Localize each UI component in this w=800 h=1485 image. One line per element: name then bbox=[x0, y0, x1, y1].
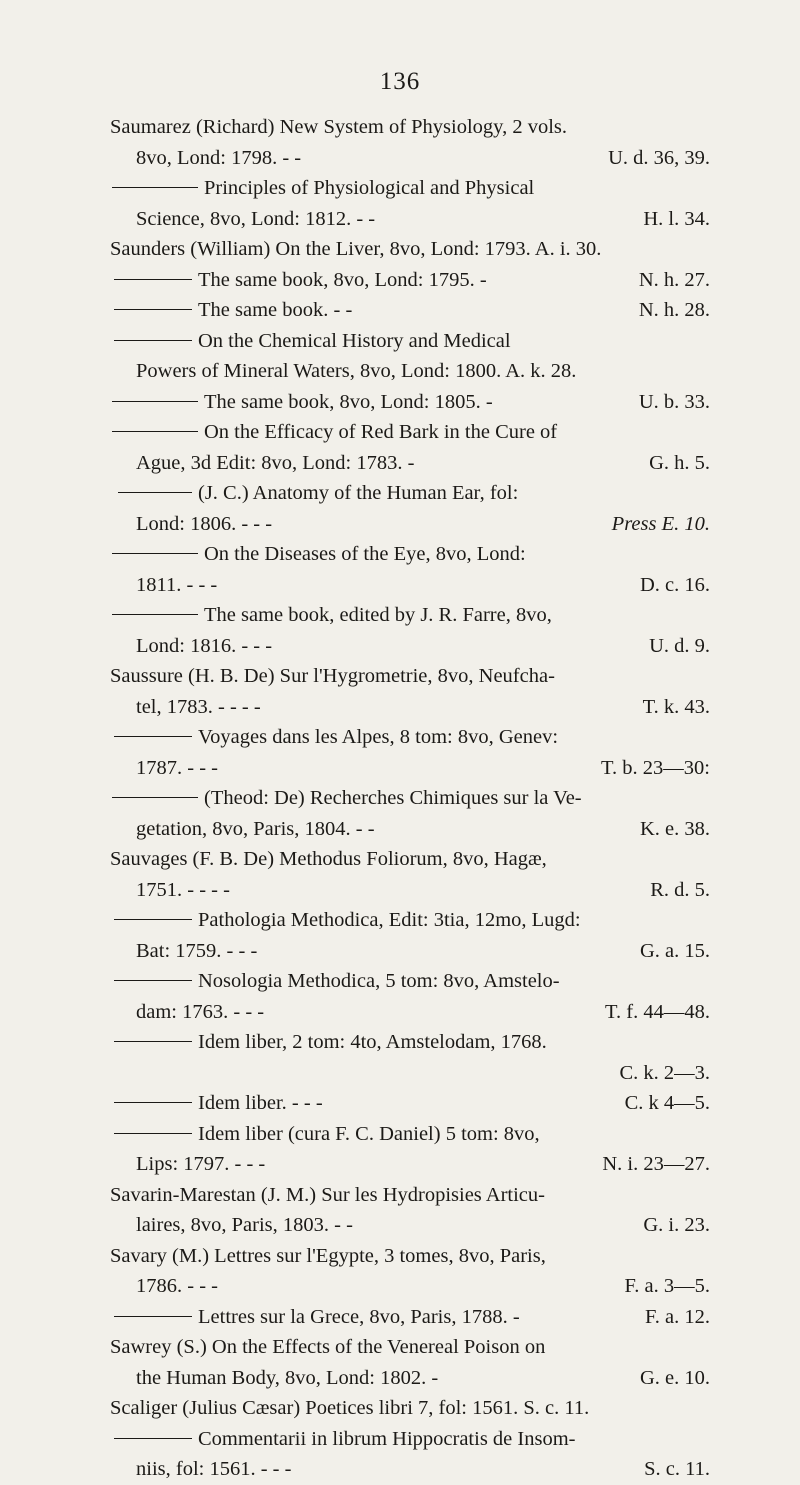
entry-text: (J. C.) Anatomy of the Human Ear, fol: bbox=[198, 482, 519, 504]
entry-line bbox=[110, 1027, 710, 1058]
entry-line bbox=[110, 1088, 710, 1119]
entry-text: 1811. - - - bbox=[136, 573, 218, 596]
entry-text: laires, 8vo, Paris, 1803. - - bbox=[136, 1214, 353, 1236]
catalogue-entry bbox=[110, 417, 710, 478]
entry-line bbox=[110, 173, 710, 204]
shelf-mark: F. a. 12. bbox=[645, 1305, 710, 1328]
entry-line bbox=[110, 509, 710, 540]
ditto-rule bbox=[112, 431, 198, 432]
catalogue-entry bbox=[110, 905, 710, 966]
entry-text: Saumarez (Richard) New System of Physiology, 2 vols. bbox=[110, 116, 568, 138]
entry-line bbox=[110, 1271, 710, 1302]
entry-line bbox=[110, 539, 710, 570]
catalogue-entry bbox=[110, 661, 710, 722]
entry-line bbox=[110, 722, 710, 753]
entry-line bbox=[110, 1454, 710, 1485]
ditto-rule bbox=[114, 980, 192, 981]
ditto-rule bbox=[114, 1438, 192, 1439]
entry-line bbox=[110, 1241, 710, 1272]
ditto-rule bbox=[114, 309, 192, 310]
entry-text: 1751. - - - - bbox=[136, 878, 230, 901]
catalogue-entry bbox=[110, 783, 710, 844]
ditto-rule bbox=[114, 1316, 192, 1317]
entry-line bbox=[110, 783, 710, 814]
shelf-mark: S. c. 11. bbox=[644, 1458, 710, 1480]
entry-line bbox=[110, 356, 710, 387]
entry-line bbox=[110, 692, 710, 723]
entry-text: Idem liber (cura F. C. Daniel) 5 tom: 8vo, bbox=[198, 1122, 540, 1145]
entry-text: On the Chemical History and Medical bbox=[198, 329, 511, 352]
entry-text: niis, fol: 1561. - - - bbox=[136, 1458, 292, 1480]
catalogue-entry bbox=[110, 1424, 710, 1485]
entry-line bbox=[110, 814, 710, 845]
entry-text: The same book, 8vo, Lond: 1805. - bbox=[204, 390, 493, 413]
ditto-rule bbox=[114, 279, 192, 280]
shelf-mark: R. d. 5. bbox=[650, 878, 710, 901]
catalogue-entry bbox=[110, 1027, 710, 1088]
shelf-mark: G. i. 23. bbox=[643, 1214, 710, 1236]
entry-line bbox=[110, 905, 710, 936]
entry-text: Saussure (H. B. De) Sur l'Hygrometrie, 8vo, Neufcha- bbox=[110, 665, 555, 687]
catalogue-entry bbox=[110, 844, 710, 905]
entry-text: The same book. - - bbox=[198, 299, 353, 321]
catalogue-entry bbox=[110, 966, 710, 1027]
entry-text: Savarin-Marestan (J. M.) Sur les Hydropisies Articu- bbox=[110, 1183, 545, 1206]
entry-text: On the Diseases of the Eye, 8vo, Lond: bbox=[204, 543, 526, 565]
entry-line bbox=[110, 1149, 710, 1180]
catalogue-entry bbox=[110, 112, 710, 173]
entry-line bbox=[110, 844, 710, 875]
ditto-rule bbox=[114, 919, 192, 920]
shelf-mark: F. a. 3—5. bbox=[624, 1275, 710, 1297]
entry-text: Idem liber, 2 tom: 4to, Amstelodam, 1768. bbox=[198, 1031, 547, 1053]
catalogue-entry bbox=[110, 326, 710, 387]
entry-text: On the Efficacy of Red Bark in the Cure of bbox=[204, 421, 558, 443]
catalogue-entry bbox=[110, 387, 710, 418]
shelf-mark: U. b. 33. bbox=[638, 390, 710, 413]
catalogue-entry bbox=[110, 1302, 710, 1333]
entry-text: Nosologia Methodica, 5 tom: 8vo, Amstelo- bbox=[198, 970, 560, 992]
catalogue-entry bbox=[110, 1332, 710, 1393]
entry-line bbox=[110, 1210, 710, 1241]
entry-text: getation, 8vo, Paris, 1804. - - bbox=[136, 817, 375, 840]
shelf-mark: G. h. 5. bbox=[649, 451, 710, 474]
catalogue-entry bbox=[110, 1088, 710, 1119]
shelf-mark: C. k. 2—3. bbox=[619, 1061, 710, 1084]
entry-line bbox=[110, 1180, 710, 1211]
shelf-mark: U. d. 9. bbox=[649, 634, 710, 657]
ditto-rule bbox=[114, 1133, 192, 1134]
page-number: 136 bbox=[379, 68, 421, 95]
entry-line bbox=[110, 1424, 710, 1455]
entry-text: Ague, 3d Edit: 8vo, Lond: 1783. - bbox=[136, 451, 415, 474]
entry-line bbox=[110, 1363, 710, 1394]
entry-text: Lond: 1806. - - - bbox=[136, 512, 273, 535]
ditto-rule bbox=[118, 492, 192, 493]
catalogue-entry bbox=[110, 600, 710, 661]
ditto-rule bbox=[112, 187, 198, 188]
shelf-mark: G. a. 15. bbox=[639, 939, 710, 962]
entry-line bbox=[110, 1332, 710, 1363]
ditto-rule bbox=[114, 736, 192, 737]
entry-line bbox=[110, 1058, 710, 1089]
ditto-rule bbox=[114, 340, 192, 341]
ditto-rule bbox=[114, 1041, 192, 1042]
entry-line bbox=[110, 387, 710, 418]
shelf-mark: G. e. 10. bbox=[639, 1366, 710, 1389]
shelf-mark: U. d. 36, 39. bbox=[608, 146, 710, 169]
entry-line bbox=[110, 143, 710, 174]
shelf-mark: N. i. 23—27. bbox=[602, 1153, 710, 1175]
entry-line bbox=[110, 753, 710, 784]
entry-line bbox=[110, 936, 710, 967]
entry-line bbox=[110, 448, 710, 479]
ditto-rule bbox=[114, 1102, 192, 1103]
catalogue-entries bbox=[110, 112, 710, 1485]
catalogue-entry bbox=[110, 539, 710, 600]
entry-line bbox=[110, 112, 710, 143]
entry-text: the Human Body, 8vo, Lond: 1802. - bbox=[136, 1366, 439, 1389]
shelf-mark: H. l. 34. bbox=[643, 207, 710, 230]
catalogue-entry bbox=[110, 265, 710, 296]
entry-text: Bat: 1759. - - - bbox=[136, 939, 258, 962]
catalogue-entry bbox=[110, 234, 710, 265]
entry-text: Scaliger (Julius Cæsar) Poetices libri 7, fol: 1561. S. c. 11. bbox=[110, 1397, 590, 1419]
entry-line bbox=[110, 661, 710, 692]
shelf-mark: T. b. 23—30: bbox=[601, 756, 710, 779]
entry-text: Sauvages (F. B. De) Methodus Foliorum, 8vo, Hagæ, bbox=[110, 848, 547, 870]
entry-line bbox=[110, 570, 710, 601]
entry-text: Sawrey (S.) On the Effects of the Venereal Poison on bbox=[110, 1336, 546, 1358]
entry-line bbox=[110, 600, 710, 631]
entry-text: Powers of Mineral Waters, 8vo, Lond: 1800. A. k. 28. bbox=[136, 360, 577, 382]
entry-text: 1787. - - - bbox=[136, 756, 218, 779]
entry-text: Voyages dans les Alpes, 8 tom: 8vo, Genev: bbox=[198, 726, 559, 748]
entry-text: Pathologia Methodica, Edit: 3tia, 12mo, Lugd: bbox=[198, 909, 581, 931]
shelf-mark: D. c. 16. bbox=[639, 573, 710, 596]
entry-text: Lond: 1816. - - - bbox=[136, 634, 273, 657]
entry-text: Savary (M.) Lettres sur l'Egypte, 3 tomes, 8vo, Paris, bbox=[110, 1244, 546, 1267]
ditto-rule bbox=[112, 614, 198, 615]
entry-text: The same book, edited by J. R. Farre, 8vo, bbox=[204, 604, 552, 626]
entry-text: Lips: 1797. - - - bbox=[136, 1153, 266, 1175]
entry-text: (Theod: De) Recherches Chimiques sur la Ve- bbox=[204, 787, 582, 809]
shelf-mark: N. h. 27. bbox=[638, 268, 710, 291]
entry-line bbox=[110, 417, 710, 448]
shelf-mark: Press E. 10. bbox=[611, 512, 710, 535]
catalogue-entry bbox=[110, 1393, 710, 1424]
entry-text: Idem liber. - - - bbox=[198, 1092, 323, 1114]
entry-line bbox=[110, 295, 710, 326]
entry-text: Science, 8vo, Lond: 1812. - - bbox=[136, 207, 376, 230]
catalogue-entry bbox=[110, 1180, 710, 1241]
entry-text: 1786. - - - bbox=[136, 1275, 218, 1297]
entry-text: The same book, 8vo, Lond: 1795. - bbox=[198, 268, 487, 291]
ditto-rule bbox=[112, 401, 198, 402]
entry-line bbox=[110, 234, 710, 265]
shelf-mark: T. k. 43. bbox=[642, 695, 710, 718]
entry-line bbox=[110, 265, 710, 296]
catalogue-entry bbox=[110, 1241, 710, 1302]
ditto-rule bbox=[112, 553, 198, 554]
entry-line bbox=[110, 966, 710, 997]
entry-text: Commentarii in librum Hippocratis de Insom- bbox=[198, 1427, 576, 1450]
entry-text: Principles of Physiological and Physical bbox=[204, 177, 535, 199]
shelf-mark: C. k 4—5. bbox=[624, 1092, 710, 1114]
entry-text: 8vo, Lond: 1798. - - bbox=[136, 146, 302, 169]
entry-text: Saunders (William) On the Liver, 8vo, Lond: 1793. A. i. 30. bbox=[110, 238, 602, 260]
shelf-mark: K. e. 38. bbox=[639, 817, 710, 840]
entry-line bbox=[110, 204, 710, 235]
entry-text: tel, 1783. - - - - bbox=[136, 695, 261, 718]
catalogue-entry bbox=[110, 478, 710, 539]
entry-line bbox=[110, 326, 710, 357]
catalogue-entry bbox=[110, 1119, 710, 1180]
catalogue-entry bbox=[110, 295, 710, 326]
catalogue-entry bbox=[110, 173, 710, 234]
entry-line bbox=[110, 997, 710, 1028]
ditto-rule bbox=[112, 797, 198, 798]
entry-text: dam: 1763. - - - bbox=[136, 1000, 265, 1023]
entry-text: Lettres sur la Grece, 8vo, Paris, 1788. - bbox=[198, 1305, 520, 1328]
entry-line bbox=[110, 1393, 710, 1424]
shelf-mark: N. h. 28. bbox=[638, 299, 710, 321]
catalogue-entry bbox=[110, 722, 710, 783]
entry-line bbox=[110, 478, 710, 509]
shelf-mark: T. f. 44—48. bbox=[605, 1000, 710, 1023]
entry-line bbox=[110, 631, 710, 662]
entry-line bbox=[110, 1119, 710, 1150]
entry-line bbox=[110, 1302, 710, 1333]
entry-line bbox=[110, 875, 710, 906]
